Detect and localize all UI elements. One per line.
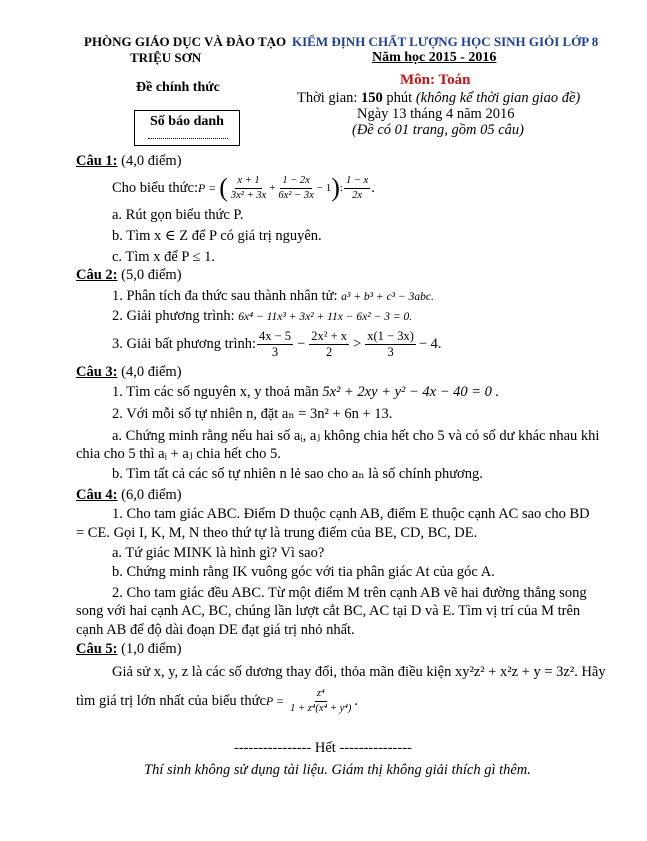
q2-p1-text: 1. Phân tích đa thức sau thành nhân tử:: [112, 288, 342, 304]
q3-heading: [76, 364, 182, 381]
q1-expression: [112, 170, 375, 206]
q4-part-1-line1: 1. Cho tam giác ABC. Điểm D thuộc cạnh AB, điểm E thuộc cạnh AC sao cho BD: [112, 506, 590, 522]
pages-note: (Đề có 01 trang, gồm 05 câu): [352, 122, 524, 138]
q4-points: (6,0 điểm): [117, 487, 182, 503]
q4-label: Câu 4:: [76, 487, 118, 503]
footer-note: Thí sinh không sử dụng tài liệu. Giám thị không giải thích gì thêm.: [144, 762, 531, 778]
time-unit: phút: [382, 90, 416, 106]
time-line: [297, 90, 580, 107]
q3-p1-expression: 5x² + 2xy + y² − 4x − 40 = 0 .: [322, 384, 500, 400]
q1-part-c: c. Tìm x để P ≤ 1.: [112, 249, 216, 265]
q5-heading: [76, 641, 182, 658]
q1-plus: +: [269, 182, 276, 194]
q4-part-2-line1: 2. Cho tam giác đều ABC. Từ một điểm M trên cạnh AB vẽ hai đường thẳng song: [112, 585, 587, 601]
q4-part-a: a. Tứ giác MINK là hình gì? Vì sao?: [112, 545, 325, 561]
q1-close-paren: ): [331, 173, 340, 202]
q2-fraction-3: $\frac{x(1 - 3x)}{3}$: [367, 328, 414, 359]
q2-tail: − 4.: [418, 335, 442, 352]
q1-P-eq: P =: [198, 180, 217, 195]
q3-part-1: [112, 384, 499, 401]
department-line2: TRIỆU SƠN: [130, 50, 202, 65]
q1-label: Câu 1:: [76, 153, 118, 169]
q4-part-2-line2: song với hai cạnh AC, BC, chúng lần lượt cắt BC, AC tại D và E. Tìm vị trí của M trên: [76, 603, 581, 619]
school-year: Năm học 2015 - 2016: [372, 50, 497, 65]
q5-line1: Giả sử x, y, z là các số dương thay đổi, thỏa mãn điều kiện xy²z² + x²z + y = 3z². Hãy: [112, 664, 606, 680]
q2-p1-expression: a³ + b³ + c³ − 3abc.: [341, 291, 434, 303]
q2-p2-expression: 6x⁴ − 11x³ + 3x² + 11x − 6x² − 3 = 0.: [238, 311, 413, 323]
q5-line2: [76, 682, 358, 720]
q5-P-eq: P =: [265, 693, 285, 708]
exam-date: Ngày 13 tháng 4 năm 2016: [357, 106, 515, 122]
q4-part-b: b. Chứng minh rằng IK vuông góc với tia phân giác At của góc A.: [112, 564, 495, 580]
time-note: (không kể thời gian giao đề): [415, 90, 581, 106]
q3-part-b: b. Tìm tất cả các số tự nhiên n lẻ sao cho aₙ là số chính phương.: [112, 466, 483, 482]
q1-minus-one: − 1: [316, 182, 332, 194]
q1-heading: [76, 153, 182, 170]
q2-fraction-2: $\frac{\text{2x² + x}}{2}$: [311, 328, 348, 359]
q3-p1-text: 1. Tìm các số nguyên x, y thoả mãn: [112, 384, 323, 400]
q2-minus: −: [297, 335, 306, 352]
q1-dot: .: [371, 179, 375, 196]
q5-points: (1,0 điểm): [117, 641, 182, 657]
q4-heading: [76, 487, 182, 504]
q1-points: (4,0 điểm): [117, 153, 182, 169]
q1-part-b: b. Tìm x ∈ Z để P có giá trị nguyên.: [112, 228, 322, 244]
exam-title: KIỂM ĐỊNH CHẤT LƯỢNG HỌC SINH GIỎI LỚP 8: [292, 34, 599, 49]
q5-label: Câu 5:: [76, 641, 118, 657]
q1-fraction-3: $\frac{1 - x}{2x}$: [345, 174, 369, 201]
q4-part-2-line3: cạnh AB để độ dài đoạn DE đạt giá trị nhỏ nhất.: [76, 622, 355, 638]
q2-greater-than: >: [353, 335, 362, 352]
q5-line2-text: tìm giá trị lớn nhất của biểu thức: [76, 692, 266, 709]
q2-part-1: [112, 288, 434, 305]
q3-part-a-line1: a. Chứng minh rằng nếu hai số aᵢ, aⱼ không chia hết cho 5 và có số dư khác nhau khi: [112, 428, 600, 444]
q1-intro: Cho biểu thức:: [112, 179, 198, 196]
q1-open-paren: (: [219, 173, 228, 202]
q2-part-3: [112, 326, 442, 362]
q3-part-a-line2: chia cho 5 thì aᵢ + aⱼ chia hết cho 5.: [76, 446, 281, 462]
q2-part-2: [112, 308, 412, 325]
q5-fraction: $\frac{\text{z⁴}}{\text{1 + z⁴(x⁴ + y⁴)}}$: [290, 687, 352, 714]
q1-part-a: a. Rút gọn biểu thức P.: [112, 207, 244, 223]
q2-heading: [76, 267, 182, 284]
time-prefix: Thời gian:: [297, 90, 362, 106]
q2-label: Câu 2:: [76, 267, 118, 283]
end-marker: ---------------- Hết ---------------: [234, 740, 412, 756]
official-label: Đề chính thức: [136, 80, 220, 95]
q1-fraction-1: $\frac{x + 1}{\text{3x² + 3x}}$: [230, 174, 267, 201]
q1-colon: :: [339, 182, 343, 194]
q5-dot: .: [354, 692, 359, 709]
q2-fraction-1: $\frac{4x - 5}{3}$: [259, 328, 292, 359]
candidate-number-label: Số báo danh: [150, 114, 224, 129]
time-value: 150: [361, 90, 383, 106]
subject: Môn: Toán: [400, 72, 471, 88]
department-line1: PHÒNG GIÁO DỤC VÀ ĐÀO TẠO: [84, 34, 287, 49]
q4-part-1-line2: = CE. Gọi I, K, M, N theo thứ tự là trung điểm của BE, CD, BC, DE.: [76, 525, 478, 541]
candidate-number-dotted-line: [148, 138, 228, 139]
q2-points: (5,0 điểm): [117, 267, 182, 283]
q2-p2-text: 2. Giải phương trình:: [112, 308, 239, 324]
q3-points: (4,0 điểm): [117, 364, 182, 380]
q2-p3-text: 3. Giải bất phương trình:: [112, 335, 256, 352]
q3-label: Câu 3:: [76, 364, 118, 380]
q3-part-2: 2. Với mỗi số tự nhiên n, đặt aₙ = 3n² + 6n + 13.: [112, 406, 393, 422]
q1-fraction-2: $\frac{1 - 2x}{\text{6x² − 3x}}$: [278, 174, 314, 201]
